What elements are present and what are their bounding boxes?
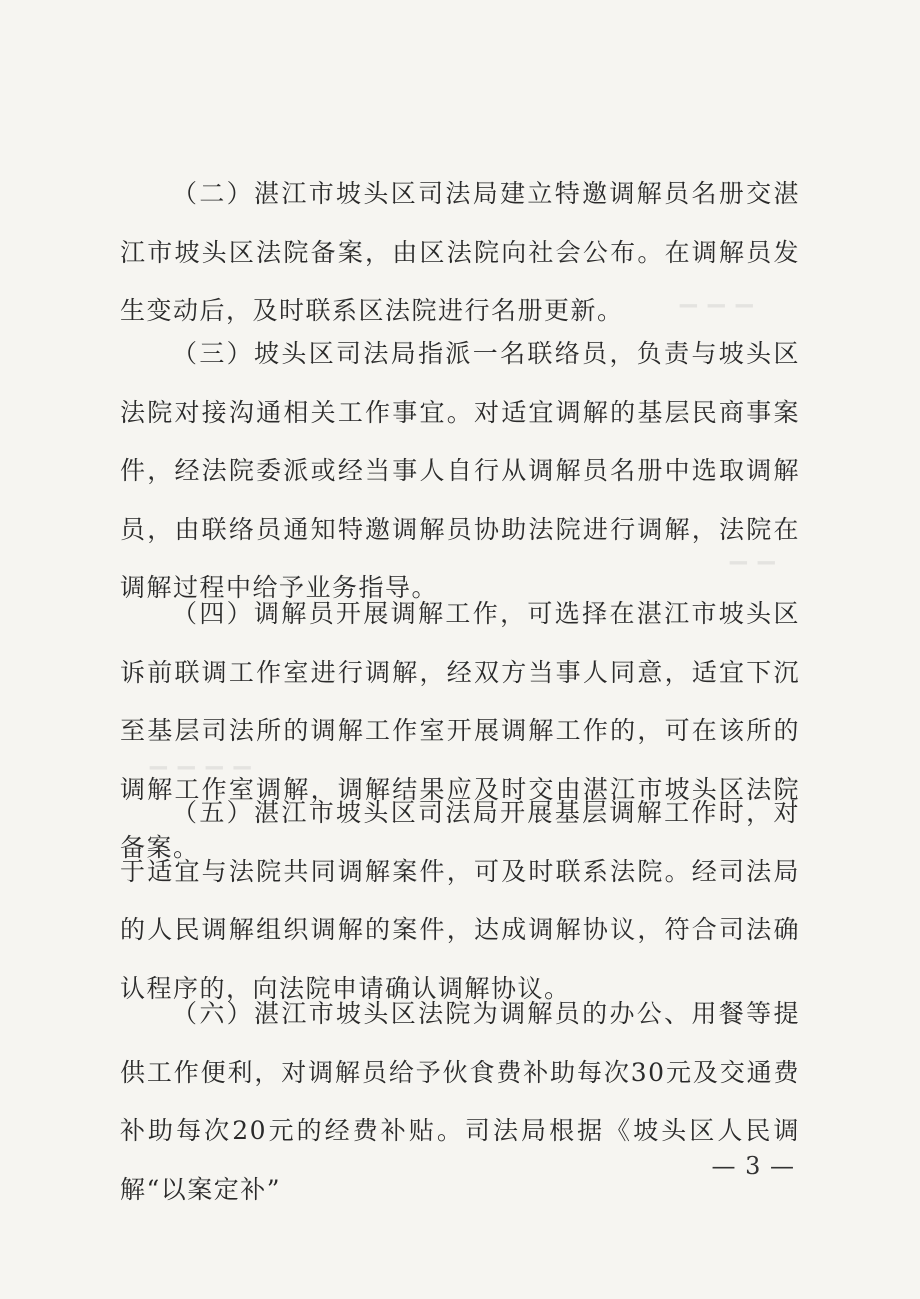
paragraph-5: （五）湛江市坡头区司法局开展基层调解工作时，对于适宜与法院共同调解案件，可及时联系法院。经司法局的人民调解组织调解的案件，达成调解协议，符合司法确认程序的，向法院申请确认调解协议。 [120, 798, 800, 1003]
bleed-through-mark: ▁ ▁ ▁ ▁ [150, 745, 253, 770]
paragraph-2: （二）湛江市坡头区司法局建立特邀调解员名册交湛江市坡头区法院备案，由区法院向社会公布。在调解员发生变动后，及时联系区法院进行名册更新。 [120, 179, 800, 326]
page-number: — 3 — [711, 1152, 795, 1180]
paragraph-6: （六）湛江市坡头区法院为调解员的办公、用餐等提供工作便利，对调解员给予伙食费补助每次30元及交通费补助每次20元的经费补贴。司法局根据《坡头区人民调解“以案定补” [120, 999, 800, 1204]
paragraph-3: （三）坡头区司法局指派一名联络员，负责与坡头区法院对接沟通相关工作事宜。对适宜调解的基层民商事案件，经法院委派或经当事人自行从调解员名册中选取调解员，由联络员通知特邀调解员协助法院进行调解，法院在调解过程中给予业务指导。 [120, 339, 800, 603]
paragraph-4: （四）调解员开展调解工作，可选择在湛江市坡头区诉前联调工作室进行调解，经双方当事人同意，适宜下沉至基层司法所的调解工作室开展调解工作的，可在该所的调解工作室调解，调解结果应及时交由湛江市坡头区法院备案。 [120, 599, 800, 863]
bleed-through-mark: ▁ ▁ ▁ [680, 283, 755, 308]
bleed-through-mark: ▁ ▁ [730, 540, 777, 565]
